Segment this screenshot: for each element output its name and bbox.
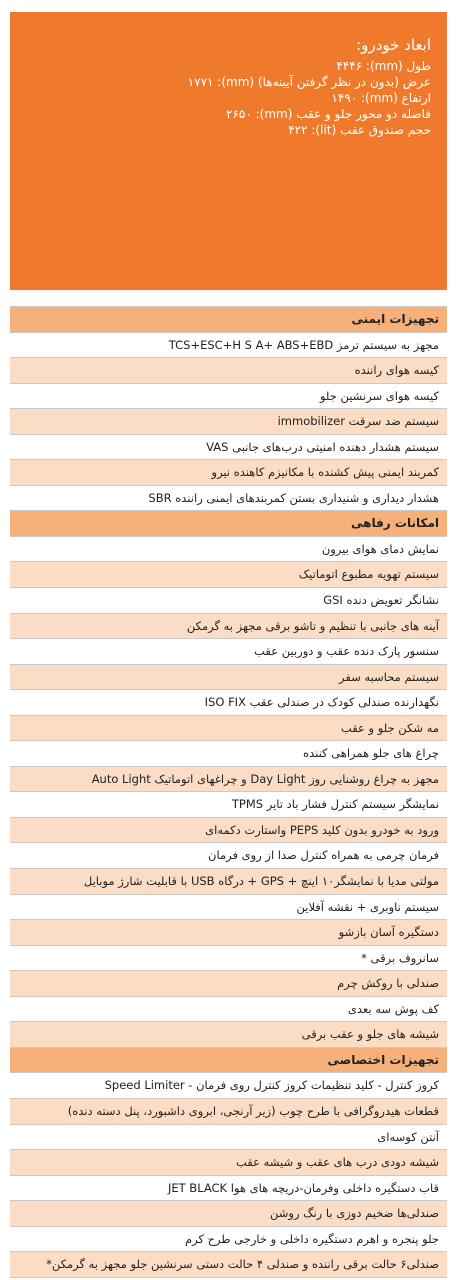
trunk-volume-line: حجم صندوق عقب (lit): ۴۲۲ xyxy=(288,123,431,137)
table-row: کیسه هوای راننده xyxy=(10,358,447,384)
table-row: سیستم محاسبه سفر xyxy=(10,665,447,691)
table-row: شیشه های جلو و عقب برقی xyxy=(10,1022,447,1048)
table-row: سیستم تهویه مطبوع اتوماتیک xyxy=(10,562,447,588)
table-row: کروز کنترل - کلید تنظیمات کروز کنترل روی فرمان - Speed Limiter xyxy=(10,1073,447,1099)
table-row: ورود به خودرو بدون کلید PEPS واستارت دکمه‌ای xyxy=(10,818,447,844)
table-row: قطعات هیدروگرافی با طرح چوب (زیر آرنجی، ابروی داشبورد، پنل دسته دنده) xyxy=(10,1099,447,1125)
table-row: مه شکن جلو و عقب xyxy=(10,716,447,742)
dimensions-panel xyxy=(10,12,447,290)
table-row: نمایش دمای هوای بیرون xyxy=(10,537,447,563)
table-row: کمربند ایمنی پیش کشنده با مکانیزم کاهنده نیرو xyxy=(10,460,447,486)
section-header-comfort: امکانات رفاهی xyxy=(10,511,447,537)
table-row: سیستم ناوبری + نقشه آفلاین xyxy=(10,895,447,921)
table-row: کیسه هوای سرنشین جلو xyxy=(10,384,447,410)
width-line: عرض (بدون در نظر گرفتن آیینه‌ها) (mm): ۱۷۷۱ xyxy=(187,75,431,89)
table-row: هشدار دیداری و شنیداری بستن کمربندهای ایمنی راننده SBR xyxy=(10,486,447,512)
table-row: آینه های جانبی با تنظیم و تاشو برقی مجهز به گرمکن xyxy=(10,614,447,640)
dimensions-title: ابعاد خودرو: xyxy=(356,36,431,54)
wheelbase-line: فاصله دو محور جلو و عقب (mm): ۲۶۵۰ xyxy=(226,107,431,121)
table-row: قاب دستگیره داخلی وفرمان-دریچه های هوا JET BLACK xyxy=(10,1176,447,1202)
table-row: سیستم ضد سرقت immobilizer xyxy=(10,409,447,435)
table-row: مجهز به سیستم ترمز TCS+ESC+H S A+ ABS+EBD xyxy=(10,333,447,359)
section-header-safety: تجهیزات ایمنی xyxy=(10,307,447,333)
length-line: طول (mm): ۴۴۴۶ xyxy=(336,59,431,73)
height-line: ارتفاع (mm): ۱۴۹۰ xyxy=(331,91,431,105)
table-row: آنتن کوسه‌ای xyxy=(10,1125,447,1151)
table-row: دستگیره آسان بازشو xyxy=(10,920,447,946)
equipment-table xyxy=(10,306,447,1278)
section-header-exclusive: تجهیزات اختصاصی xyxy=(10,1048,447,1074)
table-row: مولتی مدیا با نمایشگر۱۰ اینچ + GPS + درگاه USB با قابلیت شارژ موبایل xyxy=(10,869,447,895)
table-row: صندلی با روکش چرم xyxy=(10,971,447,997)
table-row: نگهدارنده صندلی کودک در صندلی عقب ISO FIX xyxy=(10,690,447,716)
table-row: نشانگر تعویض دنده GSI xyxy=(10,588,447,614)
table-row: شیشه دودی درب های عقب و شیشه عقب xyxy=(10,1150,447,1176)
table-row: صندلی۶ حالت برقی راننده و صندلی ۴ حالت دستی سرنشین جلو مجهز به گرمکن* xyxy=(10,1252,447,1278)
table-row: سیستم هشدار دهنده امنیتی درب‌های جانبی VAS xyxy=(10,435,447,461)
table-row: کف پوش سه بعدی xyxy=(10,997,447,1023)
table-row: فرمان چرمی به همراه کنترل صدا از روی فرمان xyxy=(10,843,447,869)
table-row: مجهز به چراغ روشنایی روز Day Light و چراغهای اتوماتیک Auto Light xyxy=(10,767,447,793)
table-row: نمایشگر سیستم کنترل فشار باد تایر TPMS xyxy=(10,792,447,818)
table-row: صندلی‌ها ضخیم دوزی با رنگ روشن xyxy=(10,1201,447,1227)
table-row: سانروف برقی * xyxy=(10,946,447,972)
table-row: جلو پنجره و اهرم دستگیره داخلی و خارجی طرح کرم xyxy=(10,1227,447,1253)
table-row: چراغ های جلو همراهی کننده xyxy=(10,741,447,767)
table-row: سنسور پارک دنده عقب و دوربین عقب xyxy=(10,639,447,665)
